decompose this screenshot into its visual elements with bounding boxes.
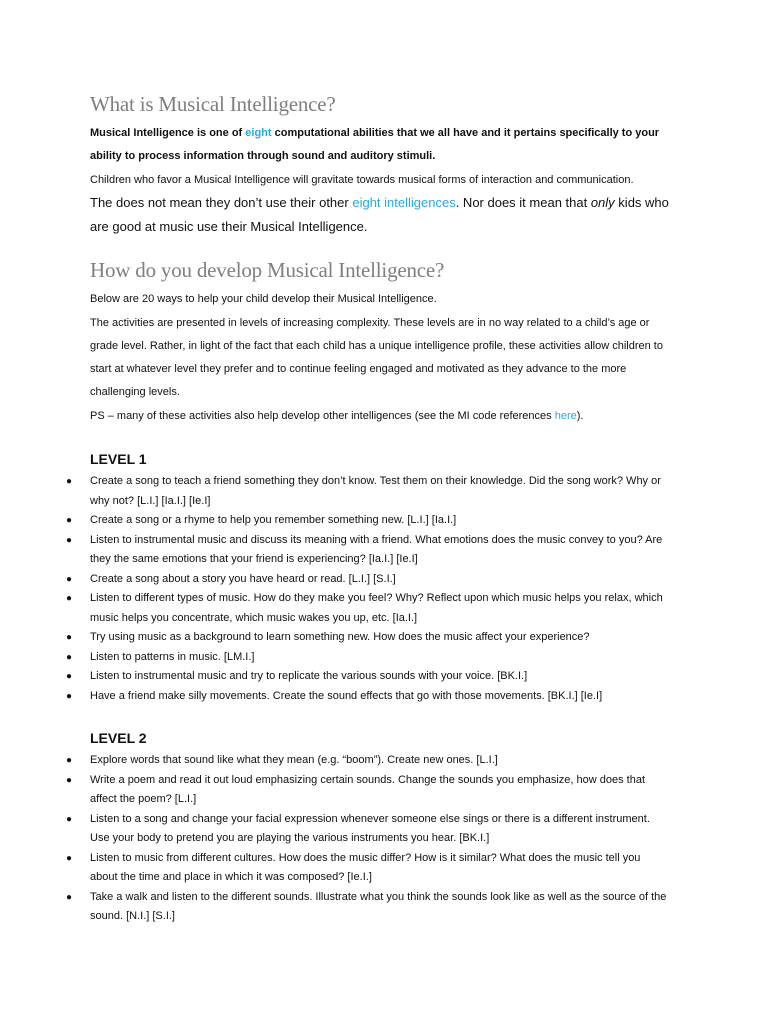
list-item: ● Listen to instrumental music and try to replicate the various sounds with your voice. [BK.I.] bbox=[0, 667, 670, 687]
list-item: ● Listen to a song and change your facial expression whenever someone else sings or there is a different instrument. Use your body to pretend you are playing the various instruments you hear. [BK.I.] bbox=[0, 810, 670, 849]
para3-text-b: . Nor does it mean that bbox=[455, 195, 591, 210]
bullet-icon: ● bbox=[66, 632, 73, 643]
heading-what-is-musical-intelligence: What is Musical Intelligence? bbox=[90, 92, 336, 116]
bullet-icon: ● bbox=[66, 852, 73, 864]
ps-paragraph bbox=[90, 405, 690, 428]
does-not-mean-paragraph bbox=[90, 191, 690, 239]
eight-intelligences-link[interactable]: eight intelligences bbox=[352, 195, 456, 210]
bullet-icon: ● bbox=[66, 774, 73, 786]
bullet-icon: ● bbox=[66, 651, 73, 663]
below-paragraph: Below are 20 ways to help your child develop their Musical Intelligence. bbox=[90, 293, 437, 305]
level-1-heading: LEVEL 1 bbox=[90, 451, 147, 467]
bullet-icon: ● bbox=[66, 891, 73, 903]
bullet-icon: ● bbox=[66, 515, 73, 526]
para3-text-a: The does not mean they don’t use their other bbox=[90, 195, 353, 210]
list-item: ● Create a song about a story you have heard or read. [L.I.] [S.I.] bbox=[0, 570, 670, 590]
list-item: ● Create a song to teach a friend something they don’t know. Test them on their knowledge. Did the song work? Why or why not? [L.I.] [Ia.I.] [Ie.I] bbox=[0, 472, 670, 511]
ps-text-a: PS – many of these activities also help develop other intelligences (see the MI code references bbox=[90, 410, 555, 422]
bullet-icon: ● bbox=[66, 671, 73, 682]
levels-explanation-paragraph: The activities are presented in levels of increasing complexity. These levels are in no way related to a child’s age or grade level. Rather, in light of the fact that each child has a unique intelligence profile, these activities allow children to start at whatever level they prefer and to continue feeling engaged and motivated as they advance to the more challenging levels. bbox=[90, 317, 663, 398]
list-item: ● Listen to patterns in music. [LM.I.] bbox=[0, 648, 670, 668]
bullet-icon: ● bbox=[66, 755, 73, 766]
heading-how-develop: How do you develop Musical Intelligence? bbox=[90, 258, 445, 282]
list-item: ● Write a poem and read it out loud emphasizing certain sounds. Change the sounds you emphasize, how does that affect the poem? [L.I.] bbox=[0, 771, 670, 810]
list-item: ● Listen to music from different cultures. How does the music differ? How is it similar? What does the music tell you about the time and place in which it was composed? [Ie.I.] bbox=[0, 849, 670, 888]
bullet-icon: ● bbox=[66, 534, 73, 546]
bullet-icon: ● bbox=[66, 593, 73, 604]
para3-emphasis-only: only bbox=[590, 195, 615, 210]
intro-text-a: Musical Intelligence is one of bbox=[90, 127, 246, 139]
list-item: ● Create a song or a rhyme to help you remember something new. [L.I.] [Ia.I.] bbox=[0, 511, 670, 531]
intro-text-b: computational abilities that we all have and it pertains specifically to your ability to process information through sound and auditory stimuli. bbox=[90, 127, 660, 162]
list-item: ● Explore words that sound like what they mean (e.g. “boom”). Create new ones. [L.I.] bbox=[0, 751, 670, 771]
bullet-icon: ● bbox=[66, 813, 73, 825]
list-item: ● Try using music as a background to learn something new. How does the music affect your experience? bbox=[0, 628, 670, 648]
para3-text-c: kids who are good at music use their Musical Intelligence. bbox=[90, 195, 669, 234]
list-item: ● Listen to instrumental music and discuss its meaning with a friend. What emotions does the music convey to you? Are they the same emotions that your friend is experiencing? [Ia.I.] [Ie.I] bbox=[0, 531, 670, 570]
here-link[interactable]: here bbox=[554, 410, 577, 422]
list-item: ● Listen to different types of music. How do they make you feel? Why? Reflect upon which music helps you relax, which music helps you concentrate, which music wakes you up, etc. [Ia.I.] bbox=[0, 589, 670, 628]
list-item: ● Take a walk and listen to the different sounds. Illustrate what you think the sounds look like as well as the source of the sound. [N.I.] [S.I.] bbox=[0, 888, 670, 927]
ps-text-b: ). bbox=[576, 410, 584, 422]
bullet-icon: ● bbox=[66, 690, 73, 702]
list-item: ● Have a friend make silly movements. Create the sound effects that go with those movements. [BK.I.] [Ie.I] bbox=[0, 687, 670, 707]
level-1-list bbox=[0, 472, 768, 706]
intro-paragraph bbox=[90, 122, 690, 168]
children-paragraph: Children who favor a Musical Intelligence will gravitate towards musical forms of interaction and communication. bbox=[90, 174, 634, 186]
bullet-icon: ● bbox=[66, 476, 73, 487]
eight-link[interactable]: eight bbox=[245, 127, 272, 139]
bullet-icon: ● bbox=[66, 573, 73, 585]
level-2-heading: LEVEL 2 bbox=[90, 730, 147, 746]
level-2-list bbox=[0, 751, 768, 927]
